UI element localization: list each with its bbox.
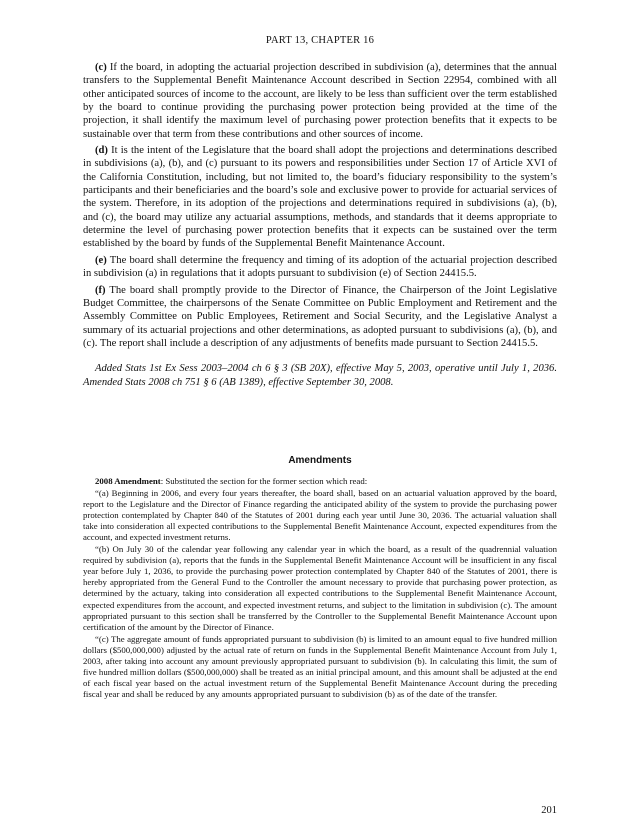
amendment-paragraph-c: “(c) The aggregate amount of funds appropriated pursuant to subdivision (b) is limited to an amount equal to five hundred million dollars ($500,000,000) adjusted by the actual rate of return on funds in the Supplemental Benefit Maintenance Account from July 1, 2003, after taking into account any amount previously appropriated pursuant to subdivision (b). In calculating this limit, the sum of five hundred million dollars ($500,000,000) shall be treated as an initial principal amount, and this amount shall be adjusted at the end of each fiscal year based on the actual investment return of the Supplemental Benefit Maintenance Account during the preceding fiscal year and shall be reduced by any amounts appropriated pursuant to subdivision (b) as of the date of the transfer. [83, 633, 557, 699]
statute-body [83, 61, 557, 392]
subdivision-label: (e) [95, 254, 107, 266]
amendment-label: 2008 Amendment [95, 476, 161, 486]
subdivision-f [83, 284, 557, 351]
subdivision-c [83, 61, 557, 141]
amendment-paragraph-a: “(a) Beginning in 2006, and every four years thereafter, the board shall, based on an actuarial valuation approved by the board, report to the Legislature and the Director of Finance regarding the anticipated ability of the system to provide the purchasing power protection contemplated by Chapter 840 of the Statutes of 2001 during each year until June 30, 2036. The actuarial valuation shall take into consideration all expected contributions to the Supplemental Benefit Maintenance Account, expected expenditures from the account, and expected investment returns. [83, 488, 557, 543]
amendments-heading: Amendments [288, 455, 352, 466]
history-note: Added Stats 1st Ex Sess 2003–2004 ch 6 § 3 (SB 20X), effective May 5, 2003, operative until July 1, 2036. Amended Stats 2008 ch 751 § 6 (AB 1389), effective September 30, 2008. [83, 363, 557, 388]
subdivision-label: (d) [95, 145, 108, 157]
subdivision-text: The board shall promptly provide to the Director of Finance, the Chairperson of the Joint Legislative Budget Committee, the chairpersons of the Senate Committee on Public Employment and Retirement and the Assembly Committee on Public Employees, Retirement and Social Security, and the Legislative Analyst a summary of its actuarial projections and other determinations, as adopted pursuant to subdivisions (a), (b), and (c). The report shall include a description of any adjustments of benefits made pursuant to Section 24415.5. [83, 284, 557, 349]
subdivision-e [83, 254, 557, 281]
subdivision-text: If the board, in adopting the actuarial projection described in subdivision (a), determines that the annual transfers to the Supplemental Benefit Maintenance Account described in Section 22954, combined with all other anticipated sources of income to the account, are likely to be less than sufficient over the term established by the board to continue providing the purchasing power protection being provided at the time of the projection, it shall identify the maximum level of purchasing power protection benefits that it expects to be sustainable over that term from these contributions and other sources of income. [83, 62, 557, 140]
subdivision-label: (c) [95, 62, 107, 73]
page-number: 201 [541, 805, 557, 816]
subdivision-label: (f) [95, 284, 106, 296]
subdivision-text: The board shall determine the frequency and timing of its adoption of the actuarial projection described in subdivision (a) in regulations that it adopts pursuant to subdivision (e) of Section 24415.5. [83, 254, 557, 280]
amendment-intro-text: : Substituted the section for the former section which read: [160, 476, 368, 486]
amendment-paragraph-b: “(b) On July 30 of the calendar year following any calendar year in which the board, as a result of the quadrennial valuation required by subdivision (a), reports that the funds in the Supplemental Benefit Maintenance Account will be insufficient in any fiscal year before July 1, 2036, to provide the purchasing power protection contemplated by Chapter 840 of the Statutes of 2001, there is hereby appropriated from the General Fund to the Controller the amount necessary to provide that purchasing power protection, as determined by the actuary, taking into consideration all expected contributions to the Supplemental Benefit Maintenance Account, expected expenditures from the account, and expected investment returns, and subject to the limitation in subdivision (c). The amount appropriated pursuant to this section shall be transferred by the Controller to the Supplemental Benefit Maintenance Account upon certification of the amount by the Director of Finance. [83, 544, 557, 632]
running-head: PART 13, CHAPTER 16 [265, 35, 375, 46]
subdivision-d [83, 144, 557, 251]
amendment-intro [83, 476, 557, 487]
amendments-section [83, 476, 557, 701]
subdivision-text: It is the intent of the Legislature that the board shall adopt the projections and determinations described in subdivisions (a), (b), and (c) pursuant to its powers and responsibilities under Section 17 of Article XVI of the California Constitution, including, but not limited to, the board’s fiduciary responsibility to the system’s participants and their beneficiaries and the board’s sole and exclusive power to provide for actuarial services of the system. Therefore, in its adoption of the projections and determinations required in subdivisions (a), (b), and (c), the board may utilize any actuarial assumptions, methods, and standards that it deems appropriate to determine the level of purchasing power protection benefits that it expects can be sustained over the term established by the board by funds of the Supplemental Benefit Maintenance Account. [83, 145, 557, 250]
